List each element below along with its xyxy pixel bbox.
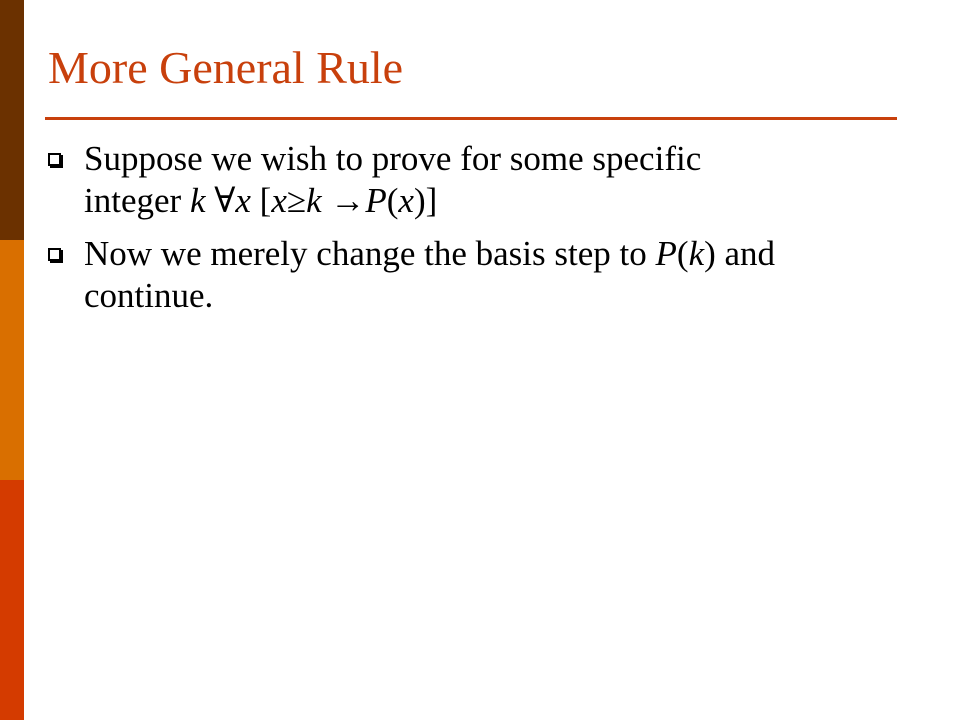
bullet-text: →	[321, 181, 366, 220]
slide-title: More General Rule	[48, 42, 404, 93]
math-variable: x	[271, 181, 287, 220]
bullet-text: Suppose we wish to prove for some specific	[84, 139, 702, 178]
bullet-text: )]	[413, 181, 438, 220]
math-variable: x	[235, 181, 251, 220]
bullet-line	[84, 275, 928, 317]
math-variable: k	[688, 234, 705, 273]
math-variable: P	[655, 234, 677, 273]
bullet-item	[48, 138, 928, 222]
bullet-text: ∀	[205, 181, 236, 220]
bullet-line	[84, 233, 928, 275]
title-underline	[45, 117, 897, 120]
hollow-square-bullet-icon	[48, 153, 61, 166]
bullet-line	[84, 138, 928, 180]
math-variable: k	[306, 181, 322, 220]
bullet-text: ) and	[704, 234, 776, 273]
bullet-text: continue.	[84, 276, 214, 315]
math-variable: k	[189, 181, 206, 220]
bullet-list	[48, 138, 928, 328]
side-stripe-top	[0, 0, 24, 240]
hollow-square-bullet-icon	[48, 248, 61, 261]
bullet-item	[48, 233, 928, 317]
bullet-text: [	[250, 181, 272, 220]
bullet-text: integer	[84, 181, 190, 220]
bullet-line	[84, 180, 928, 222]
side-stripe-middle	[0, 240, 24, 480]
bullet-text: (	[386, 181, 399, 220]
bullet-text: ≥	[286, 181, 307, 220]
bullet-text: Now we merely change the basis step to	[84, 234, 656, 273]
side-stripe-bottom	[0, 480, 24, 720]
bullet-text: (	[676, 234, 689, 273]
math-variable: P	[365, 181, 387, 220]
math-variable: x	[398, 181, 414, 220]
